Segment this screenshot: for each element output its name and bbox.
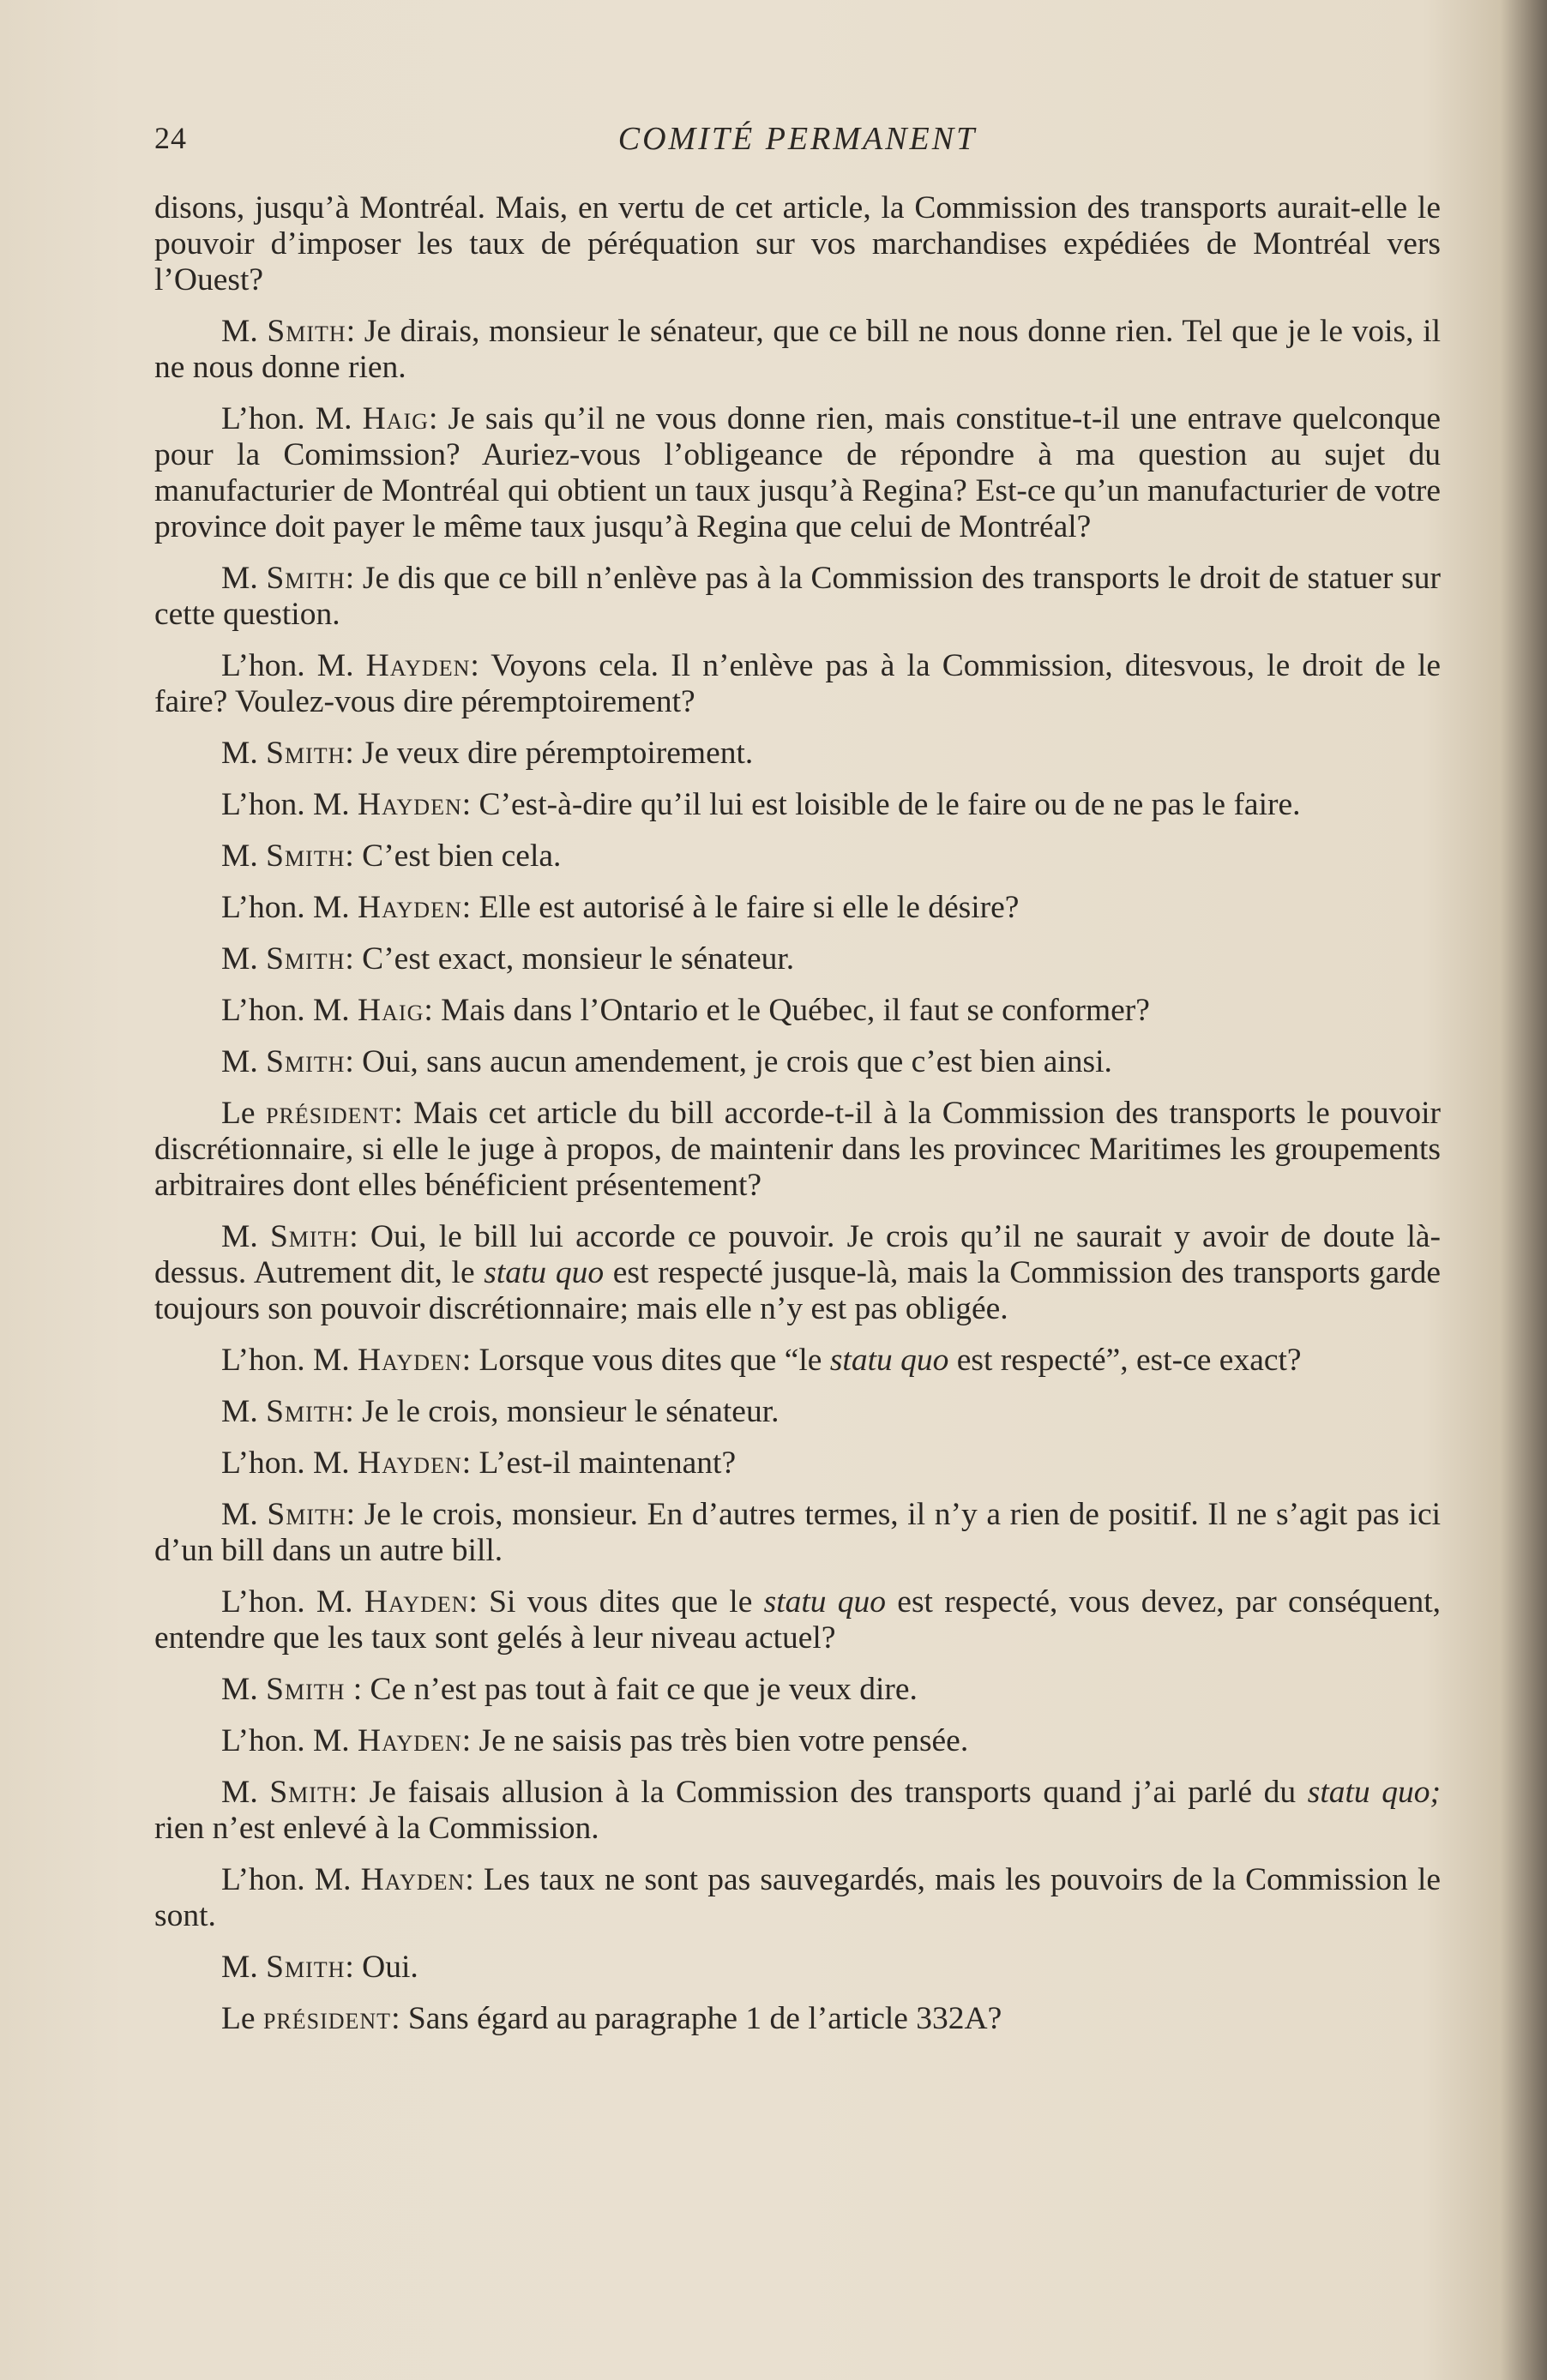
speaker-prefix: M. (221, 1672, 258, 1707)
speech-text: : Je sais qu’il ne vous donne rien, mais constitue-t-il une entrave quelconque pour la Comimssion? Auriez-vous l’obligeance de répondre à ma question au sujet du manufacturier de Montréal qui obtient un taux jusqu’à Regina? Est-ce qu’un manufacturier de votre province doit payer le même taux jusqu’à Regina que celui de Montréal? (154, 401, 1442, 544)
speaker-name: Smith (266, 1044, 346, 1079)
speech-text: : Je le crois, monsieur le sénateur. (345, 1394, 780, 1429)
speaker-name: Hayden (358, 1445, 462, 1481)
speaker-prefix: M. (221, 1950, 258, 1985)
running-head (154, 120, 1441, 171)
speaker-name: Smith (269, 1775, 349, 1810)
speech-paragraph (154, 1723, 1441, 1759)
speaker-prefix: L’hon. M. (221, 401, 352, 436)
speech-text: : Oui. (345, 1950, 418, 1985)
speaker-prefix: M. (221, 736, 258, 771)
italic-text: statu quo (763, 1584, 887, 1620)
speaker-prefix: M. (221, 941, 258, 977)
continued-paragraph (154, 190, 1441, 298)
speech-text: : Je dis que ce bill n’enlève pas à la Commission des transports le droit de statuer sur cette question. (154, 561, 1441, 632)
speaker-name: Smith (266, 1672, 346, 1707)
speaker-name: Smith (269, 1219, 350, 1254)
speech-text: : Lorsque vous dites que “le (461, 1343, 830, 1378)
speech-text: : C’est exact, monsieur le sénateur. (345, 941, 795, 977)
speaker-name: Hayden (365, 648, 471, 683)
speaker-name: Smith (267, 314, 346, 349)
speaker-name: Hayden (360, 1862, 466, 1897)
speech-paragraph (154, 1044, 1441, 1080)
speech-paragraph (154, 993, 1441, 1029)
speaker-name: Hayden (358, 890, 462, 925)
speech-text: : Les taux ne sont pas sauvegardés, mais les pouvoirs de la Commission le sont. (154, 1862, 1442, 1933)
speaker-prefix: M. (221, 561, 258, 596)
speaker-name: Smith (266, 561, 346, 596)
speaker-prefix: M. (221, 1219, 258, 1254)
italic-text: statu quo; (1307, 1775, 1441, 1810)
speech-text: est respecté”, est-ce exact? (948, 1343, 1302, 1378)
speech-text: : C’est-à-dire qu’il lui est loisible de le faire ou de ne pas le faire. (461, 787, 1301, 822)
speech-paragraph (154, 736, 1441, 772)
speech-text: : Mais cet article du bill accorde-t-il à la Commission des transports le pouvoir discrétionnaire, si elle le juge à propos, de maintenir dans les provincec Maritimes les groupements arbitraires dont elles bénéficient présentement? (154, 1096, 1442, 1203)
italic-text: statu quo (829, 1343, 949, 1378)
speaker-prefix: M. (221, 838, 258, 874)
speech-paragraph (154, 1096, 1441, 1204)
speaker-name: Haig (358, 993, 424, 1028)
speech-paragraph (154, 890, 1441, 926)
speech-text: : Je dirais, monsieur le sénateur, que ce bill ne nous donne rien. Tel que je le vois, il ne nous donne rien. (154, 314, 1442, 385)
speaker-name: Smith (266, 1950, 346, 1985)
speaker-prefix: L’hon. M. (221, 1343, 350, 1378)
speaker-name: Hayden (364, 1584, 469, 1620)
speech-text: : Oui, sans aucun amendement, je crois que c’est bien ainsi. (345, 1044, 1112, 1079)
speech-text: est respecté, vous devez, par conséquent, entendre que les taux sont gelés à leur niveau actuel? (154, 1584, 1442, 1656)
speech-paragraph (154, 561, 1441, 633)
speech-text: : Mais dans l’Ontario et le Québec, il faut se conformer? (424, 993, 1150, 1028)
speaker-prefix: L’hon. M. (221, 648, 354, 683)
speaker-prefix: Le (221, 2001, 256, 2036)
speaker-name: Smith (266, 736, 346, 771)
transcript-body (154, 190, 1441, 2052)
speech-paragraph (154, 1584, 1441, 1656)
speaker-prefix: M. (221, 1044, 258, 1079)
speaker-name: Smith (266, 838, 346, 874)
speech-paragraph (154, 1672, 1441, 1708)
speaker-prefix: L’hon. M. (221, 787, 350, 822)
speaker-prefix: M. (221, 1497, 258, 1532)
speaker-name: Hayden (358, 1723, 462, 1758)
speech-text: : C’est bien cela. (345, 838, 562, 874)
speech-text: : Je le crois, monsieur. En d’autres termes, il n’y a rien de positif. Il ne s’agit pas ici d’un bill dans un autre bill. (154, 1497, 1442, 1568)
speech-paragraph (154, 787, 1441, 823)
speaker-name: Haig (362, 401, 429, 436)
speaker-prefix: L’hon. M. (221, 993, 350, 1028)
speaker-prefix: M. (221, 1394, 258, 1429)
speech-text: rien n’est enlevé à la Commission. (154, 1811, 599, 1846)
page-number: 24 (154, 121, 187, 155)
speech-text: : Oui, le bill lui accorde ce pouvoir. Je crois qu’il ne saurait y avoir de doute là-dessus. Autrement dit, le (154, 1219, 1442, 1290)
speaker-prefix: Le (221, 1096, 256, 1131)
speech-paragraph (154, 1950, 1441, 1986)
speaker-prefix: L’hon. M. (221, 890, 350, 925)
speech-text: : Sans égard au paragraphe 1 de l’article 332A? (391, 2001, 1002, 2036)
speech-text: : Je veux dire péremptoirement. (345, 736, 754, 771)
speaker-name: Smith (266, 1394, 346, 1429)
speaker-prefix: L’hon. M. (221, 1584, 353, 1620)
speech-paragraph (154, 1219, 1441, 1327)
speech-text: : Voyons cela. Il n’enlève pas à la Commission, ditesvous, le droit de le faire? Voulez-vous dire péremptoirement? (154, 648, 1442, 719)
speaker-name: président (266, 1096, 394, 1131)
speech-text: disons, jusqu’à Montréal. Mais, en vertu de cet article, la Commission des transports aurait-elle le pouvoir d’imposer les taux de péréquation sur vos marchandises expédiées de Montréal vers l’Ouest? (154, 190, 1441, 298)
speech-paragraph (154, 941, 1441, 977)
speaker-name: Smith (266, 941, 346, 977)
speech-text: est respecté jusque-là, mais la Commission des transports garde toujours son pouvoir discrétionnaire; mais elle n’y est pas obligée. (154, 1255, 1441, 1326)
speech-text: : Elle est autorisé à le faire si elle le désire? (461, 890, 1020, 925)
speech-text: : L’est-il maintenant? (461, 1445, 737, 1481)
speech-text: : Je faisais allusion à la Commission des transports quand j’ai parlé du (348, 1775, 1308, 1810)
speaker-prefix: L’hon. M. (221, 1723, 350, 1758)
speaker-prefix: M. (221, 314, 258, 349)
speech-paragraph (154, 1445, 1441, 1481)
speech-paragraph (154, 838, 1441, 874)
speech-paragraph (154, 1394, 1441, 1430)
italic-text: statu quo (484, 1255, 605, 1290)
speaker-prefix: L’hon. M. (221, 1862, 352, 1897)
speaker-prefix: L’hon. M. (221, 1445, 350, 1481)
speaker-name: président (262, 2001, 392, 2036)
speech-paragraph (154, 1862, 1441, 1934)
speech-paragraph (154, 2001, 1441, 2037)
speaker-name: Hayden (358, 1343, 462, 1378)
page-title: COMITÉ PERMANENT (617, 121, 978, 157)
speech-text: : Ce n’est pas tout à fait ce que je veux dire. (345, 1672, 918, 1707)
speaker-name: Smith (267, 1497, 346, 1532)
speech-text: : Si vous dites que le (468, 1584, 764, 1620)
speech-paragraph (154, 1775, 1441, 1847)
speech-paragraph (154, 314, 1441, 386)
speech-paragraph (154, 648, 1441, 720)
speaker-prefix: M. (221, 1775, 258, 1810)
speaker-name: Hayden (358, 787, 462, 822)
speech-paragraph (154, 401, 1441, 545)
speech-text: : Je ne saisis pas très bien votre pensée. (461, 1723, 969, 1758)
speech-paragraph (154, 1497, 1441, 1569)
speech-paragraph (154, 1343, 1441, 1379)
